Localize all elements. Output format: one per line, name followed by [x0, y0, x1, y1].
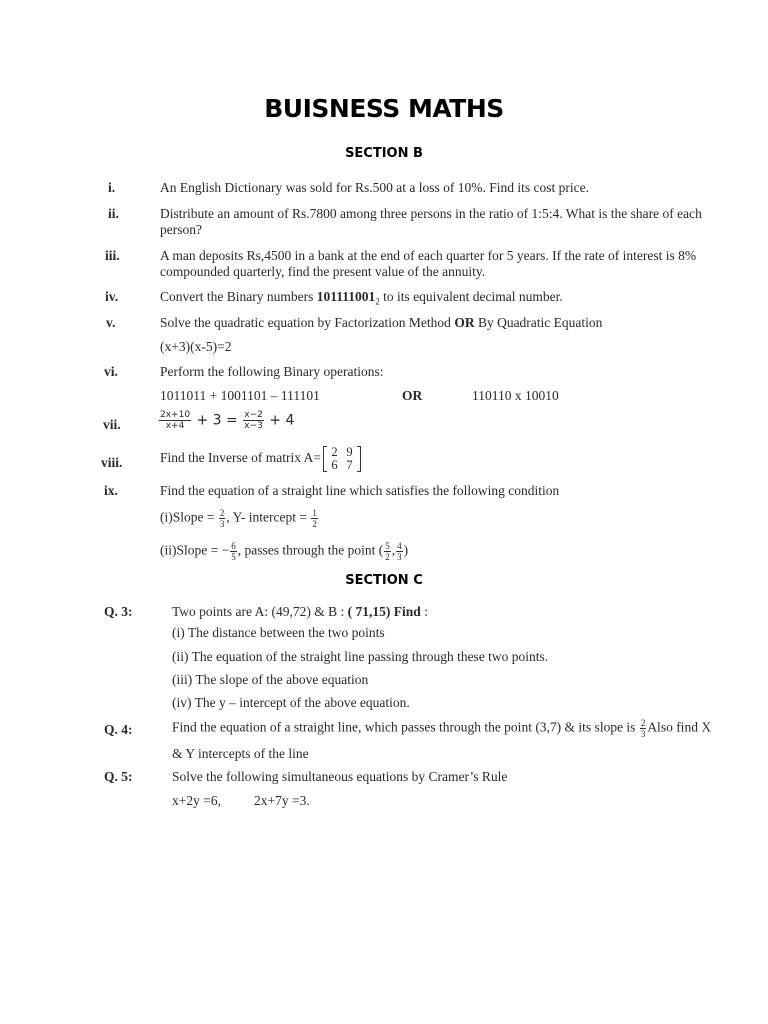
fraction: [396, 541, 403, 562]
denominator: 5: [231, 552, 236, 562]
equation-part: + 4: [269, 412, 295, 429]
question-text-part: Convert the Binary numbers: [160, 289, 317, 304]
point-b: ( 71,15) Find: [347, 604, 421, 619]
item-number: i.: [108, 180, 116, 195]
numerator: 2: [219, 508, 225, 518]
question-text-part: Two points are A: (49,72) & B :: [172, 604, 348, 619]
denominator: 2: [312, 519, 317, 529]
fraction: [243, 410, 264, 431]
condition-1: [160, 508, 319, 529]
item-number: v.: [106, 315, 116, 330]
rational-equation: [158, 410, 294, 431]
question-text: [160, 289, 563, 307]
numerator: 6: [231, 541, 236, 551]
denominator: 3: [219, 519, 225, 529]
condition-text: (i)Slope =: [160, 509, 215, 525]
section-c-heading: SECTION C: [345, 573, 423, 588]
condition-text: , Y- intercept =: [226, 509, 307, 525]
matrix-cell: 7: [346, 458, 353, 472]
binary-base: 2: [375, 296, 380, 307]
question-text: Distribute an amount of Rs.7800 among three persons in the ratio of 1:5:4. What is the share of each: [160, 206, 702, 221]
matrix-cell: 2: [331, 445, 338, 459]
or-label: OR: [402, 388, 423, 403]
condition-2: [160, 541, 408, 562]
item-number: ii.: [108, 206, 119, 221]
question-text-part: to its equivalent decimal number.: [379, 289, 563, 304]
item-number: vi.: [104, 364, 118, 379]
numerator: x−2: [244, 410, 263, 420]
numerator: 4: [397, 541, 402, 551]
fraction: [384, 541, 391, 562]
fraction: [640, 718, 647, 739]
section-b-heading: SECTION B: [345, 146, 423, 161]
question-text: Solve the following simultaneous equations by Cramer’s Rule: [172, 769, 508, 784]
denominator: 3: [640, 729, 646, 739]
fraction: [311, 508, 318, 529]
matrix-cell: 9: [346, 445, 353, 459]
question-text: person?: [160, 222, 202, 237]
equation: x+2y =6,: [172, 793, 221, 808]
question-text: A man deposits Rs,4500 in a bank at the end of each quarter for 5 years. If the rate of interest is 8%: [160, 248, 697, 263]
fraction: [230, 541, 237, 562]
page-title: BUISNESS MATHS: [264, 94, 504, 123]
denominator: x+4: [165, 421, 185, 431]
question-text: Perform the following Binary operations:: [160, 364, 384, 379]
sub-question: (iv) The y – intercept of the above equation.: [172, 695, 410, 710]
item-number: viii.: [101, 455, 123, 470]
binary-number: 101111001: [316, 289, 376, 304]
question-number: Q. 4:: [104, 722, 133, 737]
question-text: [160, 446, 361, 472]
condition-text: ): [403, 542, 409, 558]
matrix-a: [323, 446, 361, 472]
denominator: x−3: [244, 421, 263, 431]
or-label: OR: [454, 315, 475, 330]
question-number: Q. 5:: [104, 769, 133, 784]
sub-question: (i) The distance between the two points: [172, 625, 385, 640]
question-text-part: Find the equation of a straight line, which passes through the point (3,7) & its slope is: [172, 719, 639, 735]
question-text-part: Also find X: [647, 719, 712, 735]
denominator: 3: [397, 552, 402, 562]
question-text: compounded quarterly, find the present value of the annuity.: [160, 264, 486, 279]
question-text: Find the equation of a straight line which satisfies the following condition: [160, 483, 560, 498]
item-number: iv.: [105, 289, 119, 304]
numerator: 5: [385, 541, 390, 551]
sub-question: (ii) The equation of the straight line passing through these two points.: [172, 649, 549, 664]
fraction: [159, 410, 191, 431]
item-number: iii.: [105, 248, 120, 263]
question-text: [172, 604, 428, 620]
item-number: ix.: [104, 483, 118, 498]
equation: 2x+7y =3.: [254, 793, 310, 808]
question-text-part: Solve the quadratic equation by Factorization Method: [160, 315, 455, 330]
question-text-part: Find the Inverse of matrix A=: [160, 450, 321, 466]
question-text: [160, 315, 602, 331]
condition-text: (ii)Slope = −: [160, 542, 230, 558]
numerator: 2: [640, 718, 646, 728]
question-text-part: By Quadratic Equation: [474, 315, 603, 330]
numerator: 2x+10: [160, 410, 191, 420]
matrix-cell: 6: [331, 458, 338, 472]
condition-text: , passes through the point (: [237, 542, 384, 558]
condition-text: ,: [391, 542, 396, 558]
denominator: 2: [385, 552, 390, 562]
fraction: [219, 508, 226, 529]
question-text: & Y intercepts of the line: [172, 746, 309, 761]
binary-operation: 110110 x 10010: [472, 388, 559, 403]
item-number: vii.: [103, 417, 121, 432]
numerator: 1: [312, 508, 317, 518]
question-text-part: :: [420, 604, 428, 619]
question-text: [172, 718, 711, 739]
equation-part: + 3 =: [196, 412, 238, 429]
binary-operation: 1011011 + 1001101 – 111101: [160, 388, 320, 403]
equation: (x+3)(x-5)=2: [160, 339, 232, 354]
question-number: Q. 3:: [104, 604, 133, 619]
sub-question: (iii) The slope of the above equation: [172, 672, 369, 687]
question-text: An English Dictionary was sold for Rs.500 at a loss of 10%. Find its cost price.: [160, 180, 589, 195]
